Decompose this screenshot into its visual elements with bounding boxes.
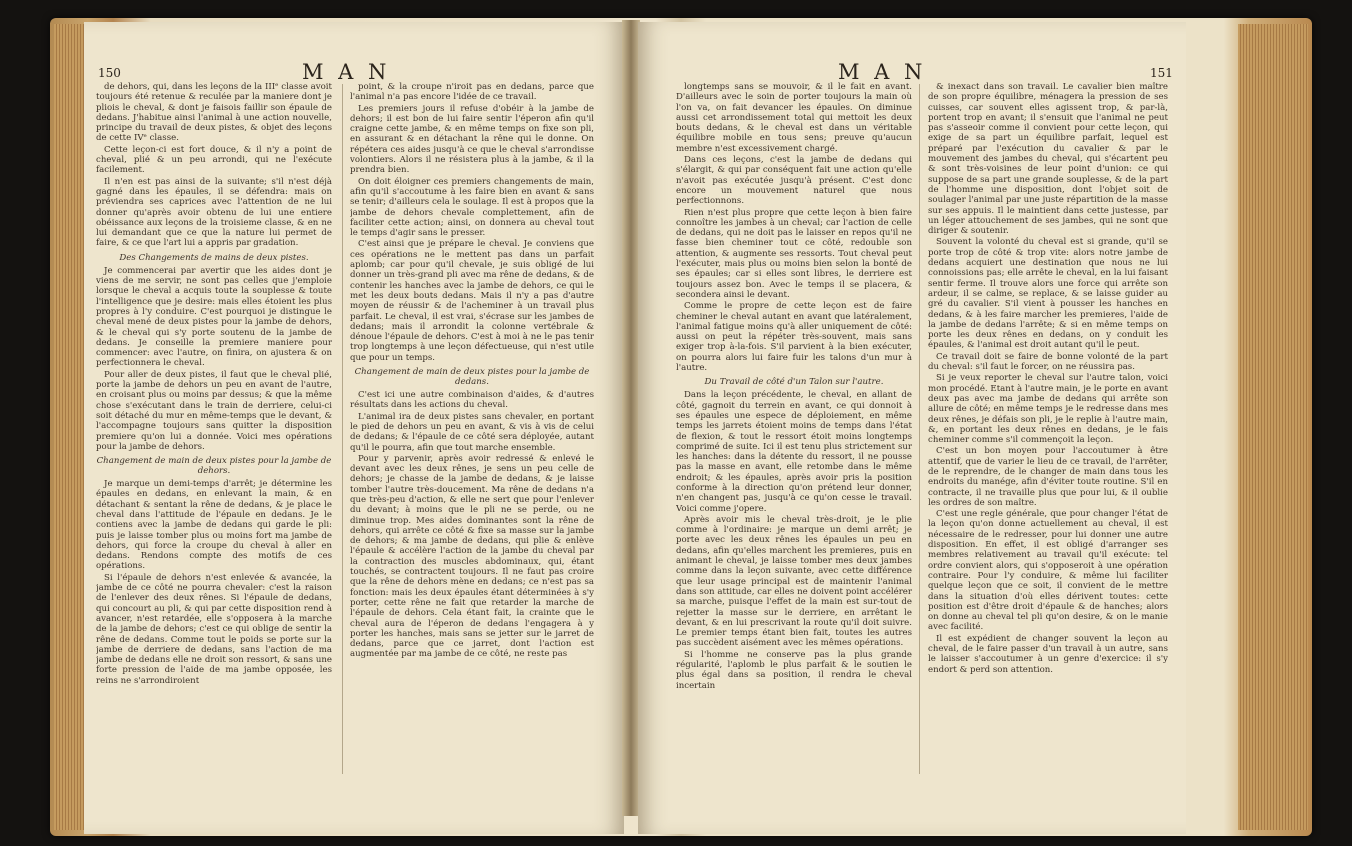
paragraph: point, & la croupe n'iroit pas en dedans, parce que l'animal n'a pas encore l'idée de ce travail.: [350, 82, 594, 103]
paragraph: Dans ces leçons, c'est la jambe de dedans qui s'élargit, & qui par conséquent fait une action qu'elle n'avoit pas exécutée jusqu'à présent. C'est donc encore un mouvement naturel que nous perfectionnons.: [676, 155, 912, 207]
right-column-1: [676, 82, 912, 782]
paragraph: Comme le propre de cette leçon est de faire cheminer le cheval autant en avant que latéralement, l'animal fatigue moins qu'à aller uniquement de côté: aussi on peut la répéter très-souvent, mais sans exiger trop à-la-fois. S'il parvient à la bien exécuter, on pourra alors lui faire fuir les talons d'un mur à l'autre.: [676, 301, 912, 374]
paragraph: Dans la leçon précédente, le cheval, en allant de côté, gagnoit du terrein en avant, ce qui donnoit à ses épaules une espece de déploiement, en même temps les jarrets étoient moins de temps dans l'état de flexion, & tout le ressort étoit moins longtemps comprimé de suite. Ici il est tenu plus strictement sur les hanches: dans la détente du ressort, il ne pousse pas la masse en avant, elle retombe dans le même endroit; & les épaules, après avoir pris la position conforme à la direction qu'on prétend leur donner, n'en changent pas, jusqu'à ce qu'on cesse le travail. Voici comme j'opere.: [676, 390, 912, 514]
right-column-rule: [919, 84, 920, 774]
paragraph: Je commencerai par avertir que les aides dont je viens de me servir, ne sont pas celles que j'emploie lorsque le cheval a acquis toute la souplesse & toute l'intelligence que je desire: mais elles étoient les plus propres à l'y conduire. C'est pourquoi je distingue le cheval mené de deux pistes pour la jambe de dehors, & le cheval qui s'y porte soutenu de la jambe de dedans. Je conseille la premiere maniere pour commencer: avec l'autre, on finira, on ajustera & on perfectionnera le cheval.: [96, 265, 332, 369]
paragraph: Ce travail doit se faire de bonne volonté de la part du cheval: s'il faut le forcer, on ne réussira pas.: [928, 351, 1168, 373]
paragraph: C'est ici une autre combinaison d'aides, & d'autres résultats dans les actions du cheval.: [350, 390, 594, 411]
section-heading: Du Travail de côté d'un Talon sur l'autre.: [704, 377, 884, 388]
paragraph: longtemps sans se mouvoir, & il le fait en avant. D'ailleurs avec le soin de porter toujours la main où l'on va, on fait devancer les épaules. On diminue aussi cet arrondissement total qui mettoit les deux bouts dedans, & le cheval est dans un véritable équilibre mobile en tous sens; preuve qu'aucun membre n'est excessivement chargé.: [676, 82, 912, 154]
right-page-number: 151: [1150, 66, 1173, 80]
section-heading: Des Changements de mains de deux pistes.: [119, 252, 309, 263]
left-page: [84, 22, 624, 834]
left-page-number: 150: [98, 66, 121, 80]
paragraph: Pour aller de deux pistes, il faut que le cheval plié, porte la jambe de dehors un peu en avant de l'autre, en croisant plus ou moins par dessus; & que la même chose s'exécutant dans le train de derriere, celui-ci soit détaché du mur en même-temps que le devant, & l'accompagne toujours sans quitter la disposition premiere qu'on lui a donnée. Voici mes opérations pour la jambe de dehors.: [96, 369, 332, 452]
paragraph: Pour y parvenir, après avoir redressé & enlevé le devant avec les deux rênes, je sens un peu celle de dehors; je chasse de la jambe de dedans, & je laisse tomber l'autre très-doucement. Ma rêne de dedans n'a que très-peu d'action, & elle ne sert que pour l'enlever du devant; à moins que le pli ne se perde, ou ne diminue trop. Mes aides dominantes sont la rêne de dehors, qui arrête ce côté & fixe sa masse sur la jambe de dehors; & ma jambe de dedans, qui plie & enlève l'épaule & accélère l'action de la jambe du cheval par la contraction des muscles abdominaux, qui, étant touchés, se contractent toujours. Il ne faut pas croire que la rêne de dehors mène en dedans; ce n'est pas sa fonction: mais les deux épaules étant déterminées à s'y porter, cette rêne ne fait que retarder la marche de l'épaule de dehors. Cela étant fait, la crainte que le cheval aura de l'éperon de dedans l'engagera à y porter les hanches, mais sans se jetter sur le jarret de dedans, parce que ce jarret, dont l'action est augmentée par ma jambe de ce côté, ne reste pas: [350, 453, 594, 660]
section-heading: Changement de main de deux pistes pour la jambe de dehors.: [96, 456, 332, 477]
paragraph: & inexact dans son travail. Le cavalier bien maître de son propre équilibre, ménagera la pression de ses cuisses, car souvent elles agissent trop, & par-là, portent trop en avant; il s'ensuit que l'animal ne peut pas s'asseoir comme il convient pour cette leçon, qui exige de sa part un équilibre parfait, lequel est préparé par l'exécution du cavalier & par le mouvement des jambes du cheval, qui s'écartent peu & sont très-voisines de leur point d'union: ce qui suppose de sa part une grande souplesse, & de la part de l'homme une disposition, dont l'objet soit de soulager l'animal par une juste répartition de la masse sur ses appuis. Il le maintient dans cette justesse, par un léger attouchement de ses jambes, qui ne sont que diriger & soutenir.: [928, 82, 1168, 237]
paragraph: Les premiers jours il refuse d'obéir à la jambe de dehors; il est bon de lui faire sentir l'éperon afin qu'il craigne cette jambe, & en même temps on fixe son pli, en assurant & en détachant la rêne qui le donne. On répétera ces aides jusqu'à ce que le cheval s'arrondisse volontiers. Alors il ne résistera plus à la jambe, & il la prendra bien.: [350, 103, 594, 176]
paragraph: C'est une regle générale, que pour changer l'état de la leçon qu'on donne actuellement au cheval, il est nécessaire de le redresser, pour lui donner une autre disposition. En effet, il est obligé d'arranger ses membres relativement au travail qu'il exécute: tel ordre convient alors, qui s'opposeroit à une opération contraire. Pour l'y conduire, & même lui faciliter quelque leçon que ce soit, il convient de le mettre dans la situation d'où elles dérivent toutes: cette position est d'être droit d'épaule & de hanches; alors on donne au cheval tel pli qu'on desire, & on le manie avec facilité.: [928, 509, 1168, 633]
page-edges-right: [1238, 24, 1308, 830]
paragraph: Cette leçon-ci est fort douce, & il n'y a point de cheval, plié & un peu arrondi, qui ne l'exécute facilement.: [96, 144, 332, 176]
paragraph: de dehors, qui, dans les leçons de la IIIᵉ classe avoit toujours été retenue & reculée par la maniere dont je pliois le cheval, & dont je faisois faillir son épaule de dedans. J'habitue ainsi l'animal à une action nouvelle, principe du travail de deux pistes, & objet des leçons de cette IVᵉ classe.: [96, 82, 332, 144]
paragraph: Il n'en est pas ainsi de la suivante; s'il n'est déjà gagné dans les épaules, il se défendra: mais on préviendra ses caprices avec l'attention de ne lui donner qu'après avoir obtenu de lui une entiere obéissance aux leçons de la troisieme classe, & en ne lui demandant que ce que la nature lui permet de faire, & ce que l'art lui a appris par gradation.: [96, 176, 332, 249]
paragraph: Il est expédient de changer souvent la leçon au cheval, de le faire passer d'un travail à un autre, sans le laisser s'accoutumer à un genre d'exercice: il s'y endort & perd son attention.: [928, 633, 1168, 675]
paragraph: Souvent la volonté du cheval est si grande, qu'il se porte trop de côté & trop vite: alors notre jambe de dedans acquiert une destination que nous ne lui connoissions pas; elle arrête le cheval, en la lui faisant sentir ferme. Il trouve alors une force qui arrête son ardeur, il se calme, se replace, & se laisse guider au gré du cavalier. S'il vient à pousser les hanches en dedans, & à les faire marcher les premieres, l'aide de la jambe de dedans l'arrête; & si en même temps on porte les deux rênes en dedans, on y conduit les épaules, & l'animal est droit autant qu'il le peut.: [928, 237, 1168, 351]
left-column-1: [96, 82, 332, 782]
paragraph: Rien n'est plus propre que cette leçon à bien faire connoître les jambes à un cheval; car l'action de celle de dedans, qui ne doit pas le laisser en repos qu'il ne fasse bien cheminer tout ce côté, redouble son attention, & augmente ses ressorts. Tout cheval peut l'exécuter, mais plus ou moins bien selon la bonté de ses épaules; car si elles sont libres, le derriere est toujours assez bon. Avec le temps il se placera, & secondera ainsi le devant.: [676, 207, 912, 300]
left-column-rule: [342, 84, 343, 774]
paragraph: C'est un bon moyen pour l'accoutumer à être attentif, que de varier le lieu de ce travail, de l'arrêter, de le reprendre, de le changer de main dans tous les endroits du manége, afin d'éviter toute routine. S'il en contracte, il ne travaille plus que pour lui, & il oublie les ordres de son maître.: [928, 446, 1168, 508]
paragraph: Après avoir mis le cheval très-droit, je le plie comme à l'ordinaire: je marque un demi arrêt; je porte avec les deux rênes les épaules un peu en dedans, afin qu'elles marchent les premieres, puis en animant le cheval, je laisse tomber mes deux jambes comme dans la leçon suivante, avec cette différence que leur usage principal est de maintenir l'animal dans son attitude, car elles ne doivent point accélérer sa marche, puisque l'effet de la main est sur-tout de rejetter la masse sur le derriere, en arrêtant le devant, & en lui prescrivant la route qu'il doit suivre. Le premier temps étant bien fait, toutes les autres pas succèdent aisément avec les mêmes opérations.: [676, 514, 912, 649]
paragraph: Si je veux reporter le cheval sur l'autre talon, voici mon procédé. Etant à l'autre main, je le porte en avant deux pas avec ma jambe de dedans qui arrête son allure de côté; en même temps je le redresse dans mes deux rênes, je défais son pli, je le replie à l'autre main, &, en portant les deux rênes en dedans, je le fais cheminer comme s'il commençoit la leçon.: [928, 373, 1168, 446]
right-column-2: [928, 82, 1168, 782]
section-heading: Changement de main de deux pistes pour la jambe de dedans.: [354, 367, 590, 388]
paragraph: On doit éloigner ces premiers changements de main, afin qu'il s'accoutume à les faire bien en avant & sans se tenir; d'ailleurs cela le soulage. Il est à propos que la jambe de dehors chevale complettement, afin de faciliter cette action; ainsi, on donnera au cheval tout le temps d'agir sans le presser.: [350, 176, 594, 239]
paragraph: C'est ainsi que je prépare le cheval. Je conviens que ces opérations ne le mettent pas dans un parfait aplomb; car pour qu'il chevale, je suis obligé de lui donner un très-grand pli avec ma rêne de dedans, & de contenir les hanches avec la jambe de dehors, ce qui le met les deux bouts dedans. Mais il n'y a pas d'autre moyen de réussir & de l'acheminer à un travail plus parfait. Le cheval, il est vrai, s'écrase sur les jambes de dedans; mais il arrondit la colonne vertébrale & dénoue l'épaule de dehors. C'est à moi à ne le pas tenir trop longtemps à une leçon défectueuse, qui n'est utile que pour un temps.: [350, 239, 594, 363]
paragraph: Je marque un demi-temps d'arrêt; je détermine les épaules en dedans, en enlevant la main, & en détachant & sentant la rêne de dedans, & je place le cheval dans l'attitude de l'épaule en dedans. Je le contiens avec la jambe de dedans qui garde le pli: puis je laisse tomber plus ou moins fort ma jambe de dehors, qui force la croupe du cheval à aller en dedans. Rendons compte des motifs de ces opérations.: [96, 479, 332, 572]
right-running-head: M A N: [838, 60, 927, 84]
paragraph: Si l'homme ne conserve pas la plus grande régularité, l'aplomb le plus parfait & le soutien le plus égal dans sa position, il rendra le cheval incertain: [676, 649, 912, 691]
right-page: [638, 22, 1186, 834]
paragraph: Si l'épaule de dehors n'est enlevée & avancée, la jambe de ce côté ne pourra chevaler: c'est la raison de l'enlever des deux rênes. Si l'épaule de dedans, qui concourt au pli, & qui par cette disposition rend à avancer, n'est retardée, elle s'opposera à la marche de la jambe de dehors; c'est ce qui oblige de sentir la rêne de dedans. Comme tout le poids se porte sur la jambe de derriere de dedans, sans l'action de ma jambe de dedans elle ne droit son ressort, & sans une forte pression de l'aide de ma jambe opposée, les reins ne s'arrondiroient: [96, 572, 332, 686]
left-column-2: [350, 82, 594, 782]
left-running-head: M A N: [302, 60, 391, 84]
paragraph: L'animal ira de deux pistes sans chevaler, en portant le pied de dehors un peu en avant, & vis à vis de celui de dedans; & l'épaule de ce côté sera déployée, autant qu'il le pourra, afin que tout marche ensemble.: [350, 411, 594, 453]
